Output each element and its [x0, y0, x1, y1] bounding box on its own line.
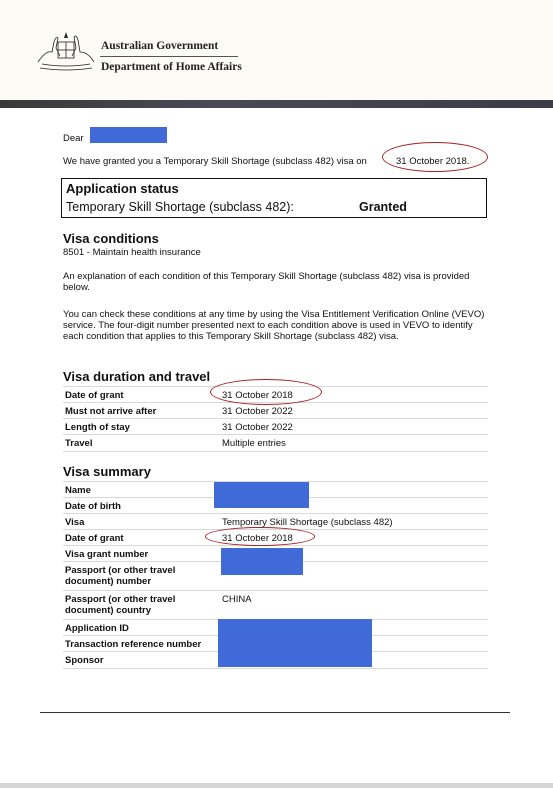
department-name: Department of Home Affairs [101, 61, 242, 73]
conditions-heading: Visa conditions [63, 231, 159, 246]
redacted-name-dob [214, 482, 309, 508]
status-result: Granted [359, 200, 407, 214]
redacted-name [90, 127, 167, 143]
government-name: Australian Government [101, 40, 219, 52]
status-title: Application status [66, 181, 179, 196]
row-label: Visa [65, 517, 85, 528]
redacted-application-details [218, 619, 372, 667]
row-label: Must not arrive after [65, 406, 157, 417]
application-status-box [61, 178, 487, 218]
row-value: Multiple entries [222, 438, 286, 449]
row-value: 31 October 2018 [222, 533, 293, 544]
vevo-paragraph: You can check these conditions at any time by using the Visa Entitlement Verification Online (VEVO) service. The four-digit number presented next to each condition above is used in VEVO to identify each condition that applies to this Temporary Skill Shortage (subclass 482) visa. [63, 309, 485, 342]
redacted-grant-passport [221, 548, 303, 575]
table-row [63, 418, 488, 435]
row-label: Passport (or other travel document) number [65, 565, 176, 587]
footer-divider [40, 712, 510, 713]
annotation-circle [210, 379, 322, 405]
conditions-explanation: An explanation of each condition of this Temporary Skill Shortage (subclass 482) visa is provided below. [63, 271, 470, 293]
row-value: 31 October 2022 [222, 422, 293, 433]
row-value: CHINA [222, 594, 252, 605]
row-label: Application ID [65, 623, 129, 634]
grant-intro: We have granted you a Temporary Skill Shortage (subclass 482) visa on [63, 156, 367, 167]
row-label: Date of grant [65, 390, 124, 401]
header-bar [0, 100, 553, 108]
status-visa-type: Temporary Skill Shortage (subclass 482): [66, 200, 294, 214]
row-label: Passport (or other travel document) country [65, 594, 176, 616]
row-label: Sponsor [65, 655, 104, 666]
salutation: Dear [63, 133, 84, 144]
row-label: Name [65, 485, 91, 496]
table-row [63, 590, 488, 620]
coat-of-arms-icon [34, 28, 98, 72]
annotation-circle [205, 527, 315, 546]
row-label: Date of grant [65, 533, 124, 544]
row-label: Visa grant number [65, 549, 149, 560]
grant-intro-date: 31 October 2018. [396, 156, 470, 167]
row-label: Travel [65, 438, 93, 449]
page-edge [0, 783, 553, 788]
summary-heading: Visa summary [63, 464, 151, 479]
header-divider [100, 56, 238, 57]
letterhead [0, 0, 553, 100]
duration-heading: Visa duration and travel [63, 369, 211, 384]
row-value: Temporary Skill Shortage (subclass 482) [222, 517, 393, 528]
row-label: Date of birth [65, 501, 121, 512]
row-value: 31 October 2018 [222, 390, 293, 401]
table-row [63, 434, 488, 452]
row-value: 31 October 2022 [222, 406, 293, 417]
row-label: Length of stay [65, 422, 130, 433]
condition-item: 8501 - Maintain health insurance [63, 247, 201, 258]
annotation-circle [382, 142, 488, 172]
row-label: Transaction reference number [65, 639, 202, 650]
